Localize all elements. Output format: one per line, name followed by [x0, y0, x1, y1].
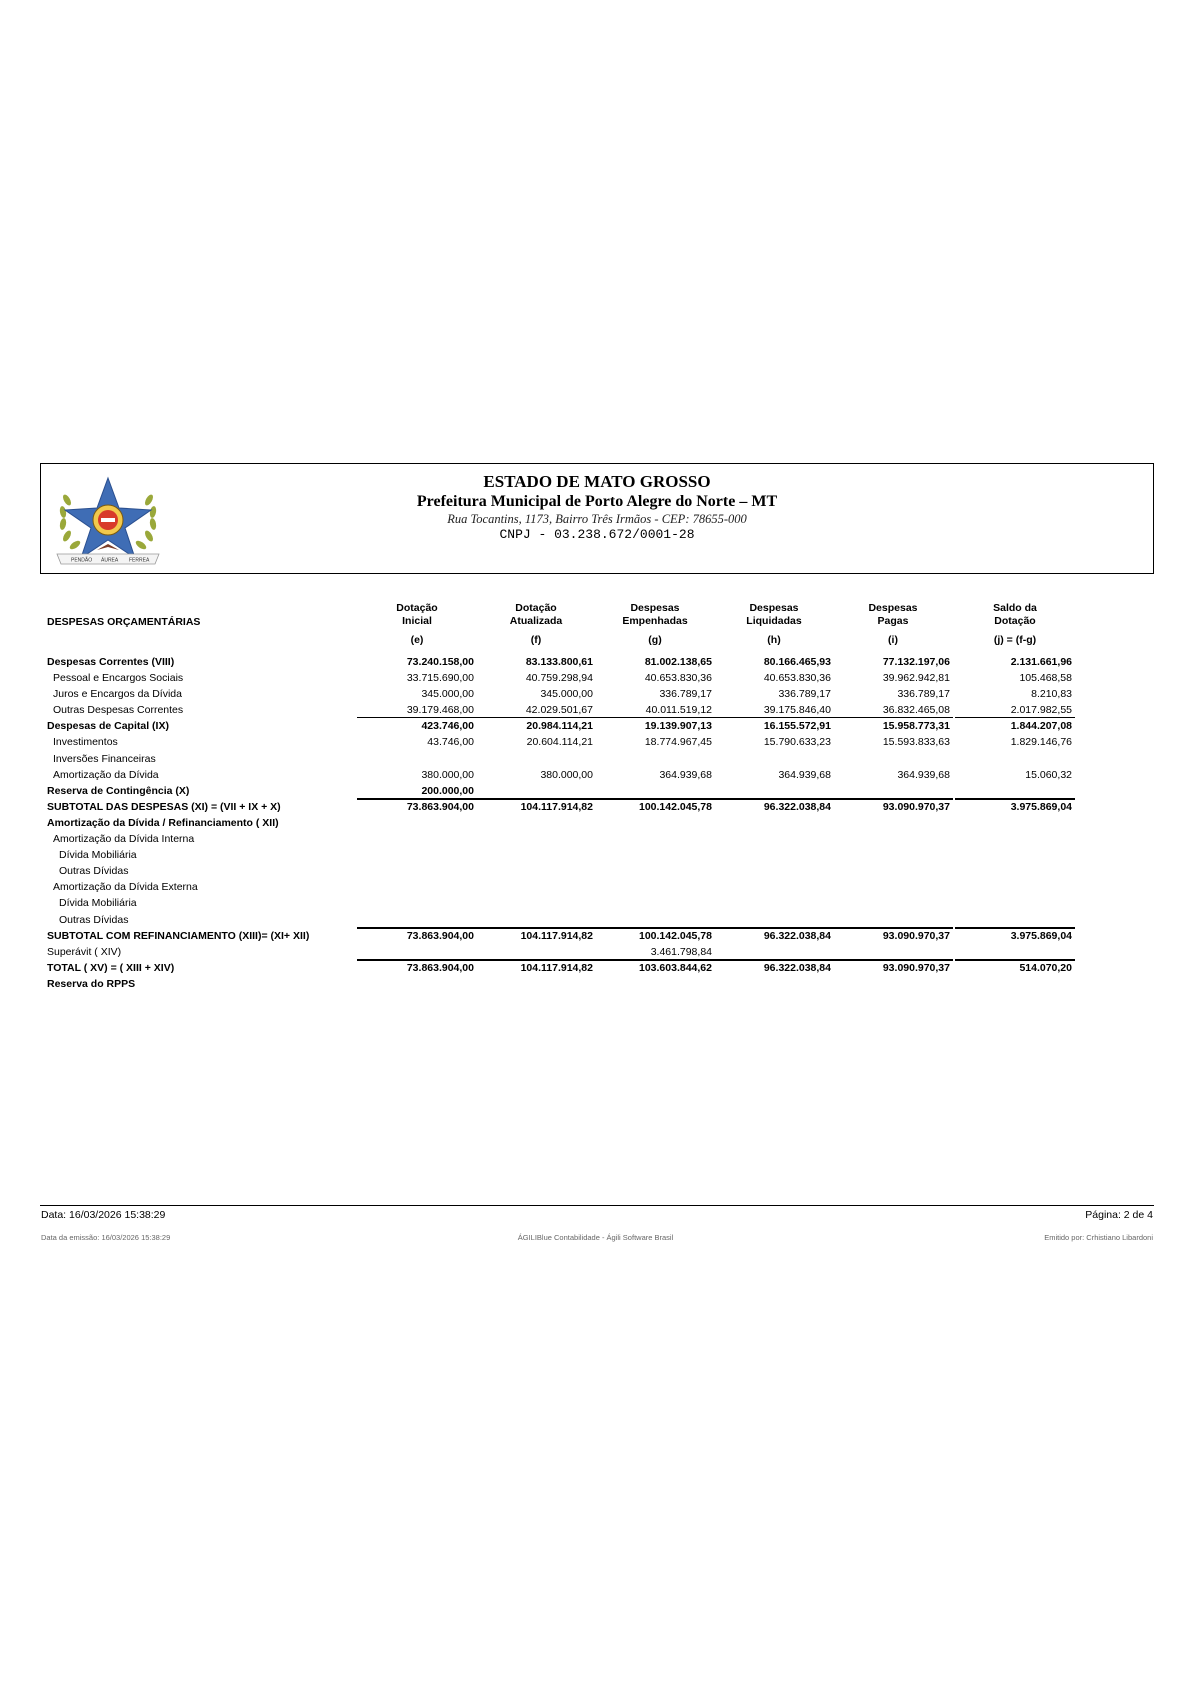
cell-value: 364.939,68	[897, 768, 950, 781]
table-cell	[833, 960, 953, 976]
table-cell	[955, 879, 1075, 895]
row-label: SUBTOTAL COM REFINANCIAMENTO (XIII)= (XI+ XII)	[47, 929, 310, 942]
column-letter: (f)	[530, 634, 542, 646]
table-cell	[595, 815, 715, 831]
table-cell	[476, 944, 596, 960]
table-row	[40, 767, 1154, 783]
table-cell	[595, 847, 715, 863]
table-cell	[833, 783, 953, 799]
table-cell	[833, 928, 953, 944]
table-cell	[833, 767, 953, 783]
table-cell	[955, 751, 1075, 767]
cell-value: 40.653.830,36	[644, 672, 712, 685]
column-letter: (h)	[767, 634, 781, 646]
table-row	[40, 879, 1154, 895]
table-cell	[714, 799, 834, 815]
column-header-line2: Liquidadas	[746, 615, 802, 627]
report-header	[40, 463, 1154, 574]
table-cell	[955, 863, 1075, 879]
table-cell	[357, 863, 477, 879]
cell-value: 16.155.572,91	[763, 720, 831, 733]
footer-divider	[40, 1205, 1154, 1206]
cell-value: 77.132.197,06	[882, 656, 950, 668]
table-cell	[357, 895, 477, 911]
table-cell	[714, 686, 834, 702]
cell-value: 15.790.633,23	[763, 736, 831, 749]
cell-value: 345.000,00	[540, 688, 593, 701]
table-cell	[357, 879, 477, 895]
cell-value: 8.210,83	[1031, 688, 1072, 701]
column-header-line1: Dotação	[515, 602, 557, 614]
table-cell	[357, 702, 477, 718]
cell-value: 364.939,68	[659, 768, 712, 781]
column-letter: (i)	[888, 634, 898, 646]
cell-value: 380.000,00	[421, 768, 474, 781]
column-letter: (j) = (f-g)	[993, 634, 1037, 646]
cell-value: 15.958.773,31	[882, 720, 950, 733]
row-label: SUBTOTAL DAS DESPESAS (XI) = (VII + IX + X)	[47, 800, 281, 813]
table-cell	[714, 912, 834, 928]
table-cell	[833, 912, 953, 928]
table-cell	[955, 718, 1075, 734]
table-cell	[833, 654, 953, 670]
table-cell	[476, 783, 596, 799]
table-cell	[595, 928, 715, 944]
column-header	[476, 602, 596, 628]
table-cell	[357, 960, 477, 976]
footer-software: ÁGILIBlue Contabilidade - Ágili Software Brasil	[517, 1233, 674, 1242]
logo-banner-word-1: PENDÃO	[71, 557, 93, 564]
table-header	[40, 600, 1154, 654]
cnpj-line: CNPJ - 03.238.672/0001-28	[499, 527, 695, 542]
cell-value: 42.029.501,67	[525, 704, 593, 717]
cell-value: 33.715.690,00	[406, 672, 474, 685]
column-header	[595, 602, 715, 628]
table-cell	[955, 912, 1075, 928]
table-cell	[357, 815, 477, 831]
footer-date: Data: 16/03/2026 15:38:29	[41, 1209, 166, 1221]
table-cell	[595, 751, 715, 767]
table-cell	[714, 702, 834, 718]
column-header	[833, 602, 953, 628]
table-cell	[833, 815, 953, 831]
table-row	[40, 815, 1154, 831]
table-cell	[833, 799, 953, 815]
table-row	[40, 734, 1154, 750]
column-header-line2: Inicial	[402, 615, 432, 627]
cell-value: 104.117.914,82	[520, 800, 593, 813]
column-header-line2: Empenhadas	[622, 615, 688, 627]
table-cell	[595, 654, 715, 670]
table-cell	[955, 831, 1075, 847]
row-label: Dívida Mobiliária	[59, 897, 137, 910]
cell-value: 3.975.869,04	[1010, 800, 1072, 813]
cell-value: 1.829.146,76	[1010, 736, 1072, 749]
table-cell	[714, 751, 834, 767]
cell-value: 39.962.942,81	[882, 672, 950, 685]
cell-value: 40.759.298,94	[525, 672, 593, 685]
cell-value: 81.002.138,65	[644, 656, 712, 668]
table-cell	[955, 670, 1075, 686]
column-header	[714, 602, 834, 628]
row-label: Juros e Encargos da Dívida	[53, 688, 182, 701]
table-cell	[357, 976, 477, 992]
table-cell	[595, 718, 715, 734]
table-cell	[714, 783, 834, 799]
cell-value: 200.000,00	[421, 784, 474, 797]
table-cell	[476, 960, 596, 976]
row-label: TOTAL ( XV) = ( XIII + XIV)	[47, 961, 175, 974]
table-cell	[833, 718, 953, 734]
table-cell	[955, 960, 1075, 976]
table-cell	[476, 654, 596, 670]
table-row	[40, 847, 1154, 863]
cell-value: 103.603.844,62	[639, 961, 712, 974]
table-cell	[357, 912, 477, 928]
row-label: Reserva de Contingência (X)	[47, 784, 190, 797]
table-cell	[595, 863, 715, 879]
cell-value: 80.166.465,93	[763, 656, 831, 668]
table-cell	[714, 895, 834, 911]
cell-value: 336.789,17	[659, 688, 712, 701]
table-cell	[476, 799, 596, 815]
row-label: Reserva do RPPS	[47, 977, 136, 990]
column-header-line1: Despesas	[749, 602, 799, 614]
table-cell	[714, 734, 834, 750]
table-row	[40, 718, 1154, 734]
table-cell	[955, 928, 1075, 944]
table-cell	[595, 670, 715, 686]
cell-value: 93.090.970,37	[882, 929, 950, 942]
cell-value: 104.117.914,82	[520, 929, 593, 942]
table-cell	[476, 670, 596, 686]
table-cell	[833, 895, 953, 911]
table-cell	[357, 734, 477, 750]
table-cell	[955, 799, 1075, 815]
row-label: Dívida Mobiliária	[59, 849, 137, 862]
cell-value: 93.090.970,37	[882, 961, 950, 974]
cell-value: 39.179.468,00	[406, 704, 474, 717]
table-cell	[357, 928, 477, 944]
table-title: DESPESAS ORÇAMENTÁRIAS	[47, 616, 201, 628]
row-label: Outras Despesas Correntes	[53, 704, 184, 717]
row-label: Amortização da Dívida Interna	[53, 833, 195, 846]
row-label: Amortização da Dívida	[53, 768, 159, 781]
cell-value: 364.939,68	[778, 768, 831, 781]
cell-value: 96.322.038,84	[763, 961, 831, 974]
table-cell	[833, 831, 953, 847]
table-cell	[595, 944, 715, 960]
table-row	[40, 686, 1154, 702]
table-cell	[476, 895, 596, 911]
footer-issuer: Emitido por: Crhistiano Libardoni	[1044, 1233, 1153, 1242]
table-cell	[476, 976, 596, 992]
table-cell	[714, 718, 834, 734]
table-cell	[595, 686, 715, 702]
row-label: Outras Dívidas	[59, 865, 129, 878]
table-cell	[833, 879, 953, 895]
table-cell	[357, 944, 477, 960]
table-cell	[955, 734, 1075, 750]
table-row	[40, 799, 1154, 815]
cell-value: 36.832.465,08	[882, 704, 950, 717]
cell-value: 83.133.800,61	[525, 656, 593, 668]
table-cell	[595, 831, 715, 847]
table-cell	[595, 734, 715, 750]
table-cell	[595, 879, 715, 895]
table-row	[40, 831, 1154, 847]
table-cell	[595, 783, 715, 799]
table-row	[40, 960, 1154, 976]
cell-value: 1.844.207,08	[1010, 720, 1072, 733]
column-header-line1: Despesas	[630, 602, 680, 614]
cell-value: 104.117.914,82	[520, 961, 593, 974]
cell-value: 20.604.114,21	[526, 736, 593, 749]
cell-value: 40.011.519,12	[645, 704, 712, 717]
row-label: Superávit ( XIV)	[47, 945, 122, 958]
cell-value: 100.142.045,78	[639, 800, 712, 813]
cell-value: 18.774.967,45	[644, 736, 712, 749]
table-cell	[357, 654, 477, 670]
table-cell	[357, 767, 477, 783]
table-cell	[357, 847, 477, 863]
table-row	[40, 751, 1154, 767]
table-body	[40, 654, 1154, 992]
column-header-line1: Saldo da	[993, 602, 1037, 614]
cell-value: 20.984.114,21	[526, 720, 593, 733]
cell-value: 39.175.846,40	[763, 704, 831, 717]
municipality-title: Prefeitura Municipal de Porto Alegre do Norte – MT	[416, 493, 778, 510]
table-cell	[955, 895, 1075, 911]
table-cell	[955, 815, 1075, 831]
table-row	[40, 654, 1154, 670]
table-cell	[357, 718, 477, 734]
cell-value: 96.322.038,84	[763, 800, 831, 813]
table-cell	[955, 686, 1075, 702]
column-header-line2: Dotação	[994, 615, 1036, 627]
logo-banner-word-3: FERREA	[129, 557, 150, 564]
column-header-line1: Despesas	[868, 602, 918, 614]
row-label: Amortização da Dívida Externa	[53, 881, 198, 894]
row-label: Pessoal e Encargos Sociais	[53, 672, 184, 685]
table-cell	[476, 702, 596, 718]
table-row	[40, 944, 1154, 960]
table-cell	[833, 863, 953, 879]
table-cell	[833, 847, 953, 863]
table-cell	[595, 702, 715, 718]
cell-value: 93.090.970,37	[882, 800, 950, 813]
table-cell	[955, 783, 1075, 799]
cell-value: 73.863.904,00	[406, 800, 474, 813]
table-cell	[714, 767, 834, 783]
table-row	[40, 895, 1154, 911]
row-label: Despesas Correntes (VIII)	[47, 656, 175, 668]
table-cell	[714, 863, 834, 879]
column-header-line1: Dotação	[396, 602, 438, 614]
table-cell	[833, 976, 953, 992]
cell-value: 15.593.833,63	[882, 736, 950, 749]
table-cell	[595, 912, 715, 928]
table-cell	[476, 879, 596, 895]
row-label: Investimentos	[53, 736, 118, 749]
cell-value: 73.240.158,00	[406, 656, 474, 668]
footer-page-number: Página: 2 de 4	[1085, 1209, 1153, 1221]
cell-value: 96.322.038,84	[763, 929, 831, 942]
cell-value: 19.139.907,13	[644, 720, 712, 733]
table-cell	[714, 960, 834, 976]
table-cell	[714, 815, 834, 831]
table-cell	[955, 654, 1075, 670]
table-cell	[595, 799, 715, 815]
table-cell	[595, 895, 715, 911]
table-cell	[833, 702, 953, 718]
cell-value: 336.789,17	[778, 688, 831, 701]
row-label: Amortização da Dívida / Refinanciamento ( XII)	[47, 816, 279, 829]
table-cell	[357, 686, 477, 702]
table-cell	[714, 847, 834, 863]
footer-emission-date: Data da emissão: 16/03/2026 15:38:29	[41, 1233, 171, 1242]
column-header	[955, 602, 1075, 628]
table-row	[40, 783, 1154, 799]
state-title: ESTADO DE MATO GROSSO	[483, 472, 711, 491]
table-cell	[595, 976, 715, 992]
cell-value: 3.975.869,04	[1010, 929, 1072, 942]
cell-value: 40.653.830,36	[763, 672, 831, 685]
table-cell	[955, 847, 1075, 863]
table-row	[40, 702, 1154, 718]
table-cell	[714, 654, 834, 670]
table-cell	[833, 751, 953, 767]
table-cell	[833, 734, 953, 750]
cell-value: 100.142.045,78	[639, 929, 712, 942]
table-cell	[714, 928, 834, 944]
cell-value: 73.863.904,00	[406, 929, 474, 942]
table-cell	[357, 670, 477, 686]
table-row	[40, 912, 1154, 928]
table-row	[40, 670, 1154, 686]
cell-value: 345.000,00	[421, 688, 474, 701]
table-cell	[476, 863, 596, 879]
column-letter: (g)	[648, 634, 662, 646]
row-label: Inversões Financeiras	[53, 752, 156, 765]
address-line: Rua Tocantins, 1173, Bairro Três Irmãos - CEP: 78655-000	[447, 512, 747, 526]
table-cell	[955, 976, 1075, 992]
cell-value: 2.131.661,96	[1010, 656, 1072, 668]
table-row	[40, 976, 1154, 992]
column-letter: (e)	[410, 634, 424, 646]
column-header-line2: Pagas	[877, 615, 909, 627]
table-cell	[476, 831, 596, 847]
table-cell	[714, 976, 834, 992]
table-cell	[476, 751, 596, 767]
cell-value: 380.000,00	[540, 768, 593, 781]
column-header	[357, 602, 477, 628]
cell-value: 15.060,32	[1025, 768, 1072, 781]
cell-value: 336.789,17	[897, 688, 950, 701]
header-text-block	[41, 472, 1153, 542]
table-cell	[714, 944, 834, 960]
table-cell	[357, 831, 477, 847]
table-cell	[476, 718, 596, 734]
table-cell	[714, 879, 834, 895]
table-cell	[476, 815, 596, 831]
cell-value: 514.070,20	[1019, 961, 1072, 974]
table-cell	[476, 686, 596, 702]
table-cell	[833, 944, 953, 960]
table-cell	[476, 734, 596, 750]
table-cell	[955, 944, 1075, 960]
cell-value: 105.468,58	[1019, 672, 1072, 685]
table-cell	[833, 670, 953, 686]
table-cell	[476, 928, 596, 944]
cell-value: 423.746,00	[421, 720, 474, 733]
cell-value: 73.863.904,00	[406, 961, 474, 974]
row-label: Despesas de Capital (IX)	[47, 720, 169, 733]
cell-value: 2.017.982,55	[1010, 704, 1072, 717]
cell-value: 3.461.798,84	[650, 945, 712, 958]
table-row	[40, 863, 1154, 879]
table-cell	[714, 670, 834, 686]
logo-banner-word-2: ÁUREA	[101, 557, 119, 564]
table-cell	[476, 767, 596, 783]
table-cell	[833, 686, 953, 702]
table-cell	[357, 783, 477, 799]
table-cell	[476, 912, 596, 928]
table-cell	[955, 702, 1075, 718]
table-cell	[476, 847, 596, 863]
table-cell	[714, 831, 834, 847]
cell-value: 43.746,00	[427, 736, 474, 749]
expenses-table	[40, 600, 1154, 992]
table-row	[40, 928, 1154, 944]
table-cell	[595, 960, 715, 976]
table-cell	[357, 799, 477, 815]
table-cell	[357, 751, 477, 767]
row-label: Outras Dívidas	[59, 913, 129, 926]
table-cell	[595, 767, 715, 783]
table-cell	[955, 767, 1075, 783]
column-header-line2: Atualizada	[509, 615, 563, 627]
